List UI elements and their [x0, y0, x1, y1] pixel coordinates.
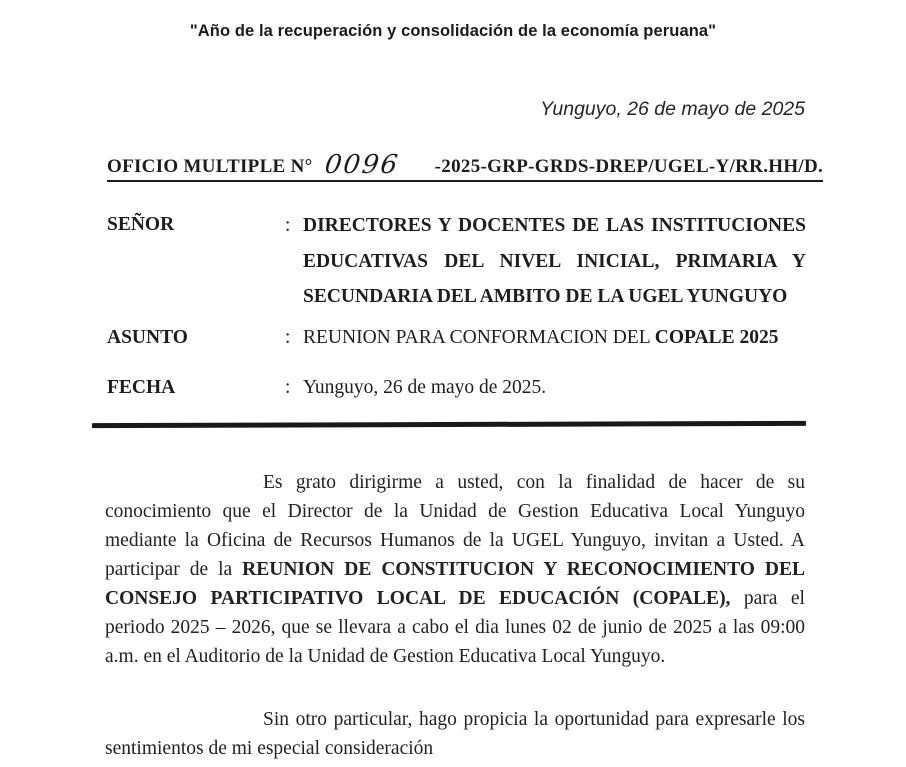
body1-part1: Es grato dirigirme a usted, con la finalidad de hacer de su conocimiento que el Director de la Unidad de Gestion Educativa Local Yunguyo mediante la Oficina de Recursos Humanos de la UGEL Yunguyo, invitan a Usted. A participar de la — [105, 472, 805, 580]
field-row-senor — [107, 208, 806, 315]
field-label-senor: SEÑOR — [107, 214, 175, 235]
body-paragraph-1 — [105, 468, 805, 671]
field-value-senor: DIRECTORES Y DOCENTES DE LAS INSTITUCIONES EDUCATIVAS DEL NIVEL INICIAL, PRIMARIA Y SECUNDARIA DEL AMBITO DE LA UGEL YUNGUYO — [303, 215, 806, 307]
field-label-asunto: ASUNTO — [107, 326, 188, 348]
body1-part2-bold: REUNION DE CONSTITUCION Y RECONOCIMIENTO DEL CONSEJO PARTICIPATIVO LOCAL DE EDUCACIÓN (COPALE), — [105, 559, 805, 609]
closing-paragraph: Sin otro particular, hago propicia la oportunidad para expresarle los sentimientos de mi especial consideración — [105, 709, 805, 759]
divider-rule — [92, 420, 806, 427]
field-colon-senor: : — [285, 215, 291, 236]
header-quote: "Año de la recuperación y consolidación de la economía peruana" — [189, 22, 717, 40]
field-row-asunto — [107, 326, 806, 350]
reference-suffix: -2025-GRP-GRDS-DREP/UGEL-Y/RR.HH/D. — [434, 156, 824, 177]
field-label-fecha: FECHA — [107, 376, 176, 398]
field-colon-fecha: : — [285, 376, 291, 398]
reference-line — [107, 150, 824, 182]
field-value-asunto — [303, 326, 806, 350]
field-block — [107, 208, 806, 400]
reference-prefix: OFICIO MULTIPLE N° — [107, 156, 313, 177]
dateline: Yunguyo, 26 de mayo de 2025 — [540, 98, 805, 120]
field-value-fecha: Yunguyo, 26 de mayo de 2025. — [303, 376, 547, 398]
asunto-text-bold: COPALE 2025 — [654, 326, 779, 348]
body1-part3: para el periodo 2025 – 2026, que se llevara a cabo el dia lunes 02 de junio de 2025 a las 09:00 a.m. en el Auditorio de la Unidad de Gestion Educativa Local Yunguyo. — [105, 588, 805, 667]
field-colon-asunto: : — [285, 326, 291, 348]
asunto-text-regular: REUNION PARA CONFORMACION DEL — [303, 326, 655, 348]
field-row-fecha — [107, 376, 806, 400]
reference-underlined: OFICIO MULTIPLE N° 0096 -2025-GRP-GRDS-DREP/UGEL-Y/RR.HH/D. — [107, 150, 824, 180]
